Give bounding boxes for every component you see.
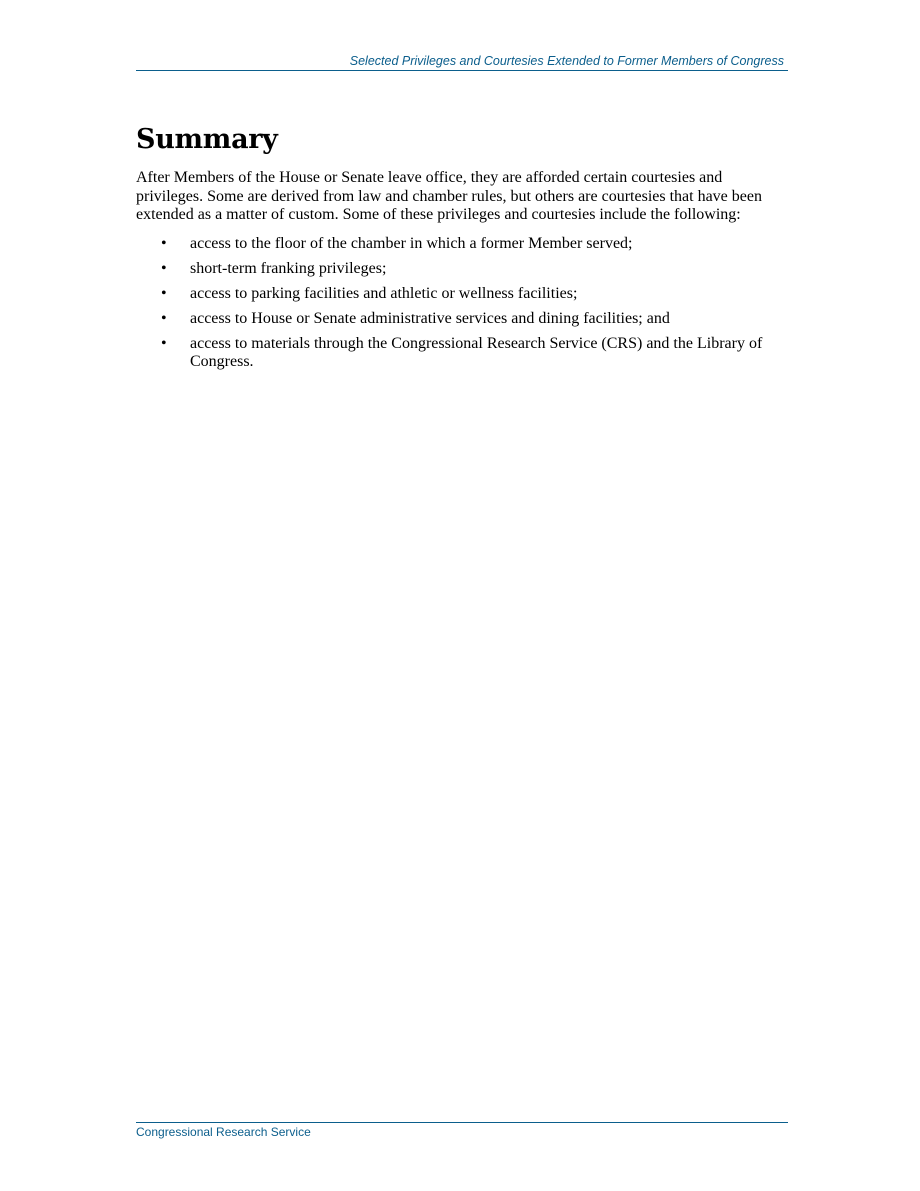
list-item [136, 285, 792, 304]
list-item-text: access to parking facilities and athletic or wellness facilities; [190, 284, 578, 302]
running-footer [136, 1122, 788, 1139]
list-item [136, 335, 792, 372]
list-item [136, 235, 792, 254]
summary-section [136, 120, 792, 378]
list-item [136, 310, 792, 329]
page-title: Summary [136, 124, 278, 155]
list-item-text: access to House or Senate administrative services and dining facilities; and [190, 309, 670, 327]
list-item-text: access to materials through the Congressional Research Service (CRS) and the Library of Congress. [190, 334, 763, 370]
privileges-list [136, 235, 792, 372]
bullet-icon: • [161, 334, 167, 352]
bullet-icon: • [161, 309, 167, 327]
bullet-icon: • [161, 234, 167, 252]
list-item [136, 260, 792, 279]
bullet-icon: • [161, 259, 167, 277]
running-header-title: Selected Privileges and Courtesies Extended to Former Members of Congress [349, 54, 784, 68]
footer-organization: Congressional Research Service [136, 1125, 311, 1139]
summary-intro: After Members of the House or Senate leave office, they are afforded certain courtesies and privileges. Some are derived from law and chamber rules, but others are courtesies that have been extended as a matter of custom. Some of these privileges and courtesies include the following: [136, 169, 762, 223]
list-item-text: short-term franking privileges; [190, 259, 387, 277]
bullet-icon: • [161, 284, 167, 302]
list-item-text: access to the floor of the chamber in which a former Member served; [190, 234, 633, 252]
running-header [136, 54, 788, 71]
